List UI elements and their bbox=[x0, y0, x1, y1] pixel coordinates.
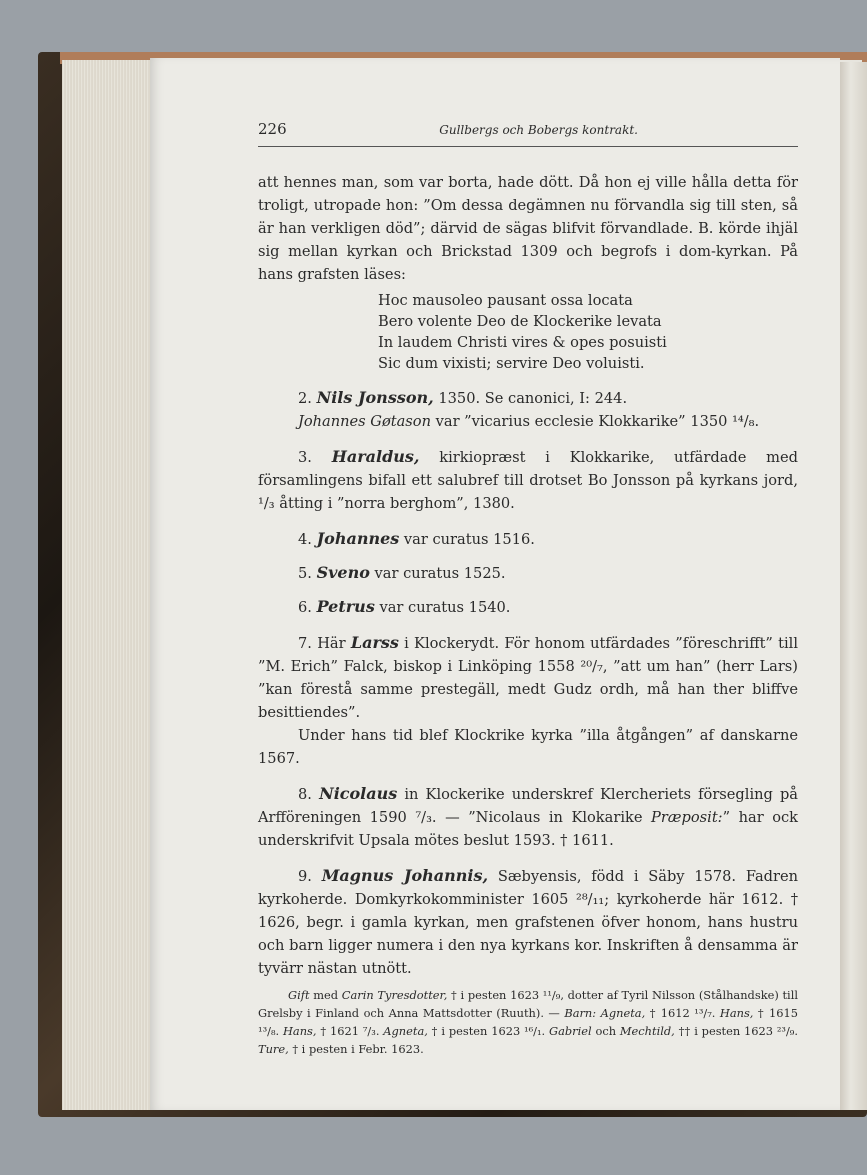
entry-7-continued: Under hans tid blef Klockrike kyrka ”illa åtgången” af danskarne 1567. bbox=[258, 727, 798, 767]
note-text: † 1615 ¹³/₈. bbox=[258, 1006, 798, 1038]
entry-2 bbox=[258, 386, 798, 410]
entry-8 bbox=[258, 782, 798, 852]
note-italic: Barn: Agneta, bbox=[564, 1006, 646, 1020]
entry-name: Larss bbox=[350, 633, 399, 652]
note-text: med bbox=[309, 988, 342, 1002]
verse-line: Hoc mausoleo pausant ossa locata bbox=[378, 292, 633, 309]
entry-prefix: Här bbox=[317, 635, 351, 652]
page-stack-edge bbox=[62, 60, 150, 1110]
entry-text: var curatus 1525. bbox=[369, 565, 506, 582]
page-number: 226 bbox=[258, 120, 287, 138]
note-text: och bbox=[591, 1024, 620, 1038]
verse-line: In laudem Christi vires & opes posuisti bbox=[378, 334, 667, 351]
entry-text: 1350. Se canonici, I: 244. bbox=[433, 390, 628, 407]
entry-9 bbox=[258, 864, 798, 980]
entry-5 bbox=[258, 561, 798, 585]
entry-number: 6. bbox=[298, 599, 312, 616]
entry-number: 2. bbox=[298, 390, 312, 407]
entry-name: Haraldus, bbox=[331, 447, 420, 466]
note-text: †† i pesten 1623 ²³/₉. bbox=[674, 1024, 798, 1038]
entry-name: Johannes bbox=[316, 529, 400, 548]
page-content bbox=[258, 118, 798, 1058]
footnote bbox=[258, 986, 798, 1058]
verse-line: Sic dum vixisti; servire Deo voluisti. bbox=[378, 355, 645, 372]
note-text: † 1612 ¹³/₇. bbox=[645, 1006, 720, 1020]
note-italic: Carin Tyresdotter, bbox=[341, 988, 448, 1002]
running-title: Gullbergs och Bobergs kontrakt. bbox=[439, 123, 638, 137]
entry-number: 8. bbox=[298, 786, 312, 803]
entry-text: in Klockerike underskref Klercheriets försegling på Arfföreningen 1590 ⁷/₃. — ”Nicolaus in Klokarike bbox=[258, 786, 798, 826]
note-italic: Gift bbox=[288, 988, 310, 1002]
entry-text-end: ” har ock underskrifvit Upsala mötes beslut 1593. † 1611. bbox=[258, 809, 799, 849]
entry-text: var curatus 1540. bbox=[374, 599, 511, 616]
entry-text: i Klockerydt. För honom utfärdades ”föreschrifft” till ”M. Erich” Falck, biskop i Linköping 1558 ²⁰/₇, ”att um han” (herr Lars) ”kan förestå samme prestegäll, medt Gudz ordh, må han ther bliffve besittiendes”. bbox=[258, 635, 799, 721]
entry-name: Sveno bbox=[316, 563, 370, 582]
note-italic: Agneta, bbox=[383, 1024, 428, 1038]
entry-number: 3. bbox=[298, 449, 312, 466]
page-header bbox=[258, 118, 798, 147]
entry-7 bbox=[258, 631, 798, 724]
entry-2-sub bbox=[258, 410, 798, 433]
entry-number: 4. bbox=[298, 531, 312, 548]
entry-name: Nicolaus bbox=[319, 784, 398, 803]
entry-text: kirkiopræst i Klokkarike, utfärdade med församlingens bifall ett salubref till drotset Bo Jonsson på kyrkans jord, ¹/₃ åtting i ”norra berghom”, 1380. bbox=[258, 449, 798, 512]
entry-4 bbox=[258, 527, 798, 551]
note-italic: Gabriel bbox=[549, 1024, 592, 1038]
note-text: † i pesten 1623 ¹¹/₉, dotter af Tyril Nilsson (Stålhandske) till Grelsby i Finland och Anna Mattsdotter (Ruuth). — bbox=[258, 988, 798, 1020]
footnote-text bbox=[258, 986, 798, 1058]
entry-name: Magnus Johannis, bbox=[321, 866, 489, 885]
epitaph-verse bbox=[378, 290, 798, 374]
note-text: † 1621 ⁷/₃. bbox=[316, 1024, 384, 1038]
entry-sub-text: var ”vicarius ecclesie Klokkarike” 1350 ¹⁴/₈. bbox=[430, 413, 760, 430]
note-italic: Ture, bbox=[258, 1042, 289, 1056]
entry-3 bbox=[258, 445, 798, 515]
note-italic: Mechtild, bbox=[619, 1024, 675, 1038]
verse-line: Bero volente Deo de Klockerike levata bbox=[378, 313, 662, 330]
entry-text: Sæbyensis, född i Säby 1578. Fadren kyrkoherde. Domkyrkokomminister 1605 ²⁸/₁₁; kyrkoherde här 1612. † 1626, begr. i gamla kyrkan, men grafstenen öfver honom, hans hustru och barn ligger numera i den nya kyrkans kor. Inskriften å densamma är tyvärr nästan utnött. bbox=[258, 868, 799, 977]
note-italic: Hans, bbox=[282, 1024, 317, 1038]
right-page-edge bbox=[840, 62, 867, 1110]
entry-italic: Præposit: bbox=[651, 809, 723, 826]
note-text: † i pesten i Febr. 1623. bbox=[288, 1042, 424, 1056]
entry-number: 9. bbox=[298, 868, 312, 885]
entry-name: Nils Jonsson, bbox=[316, 388, 434, 407]
entry-sub-name: Johannes Gøtason bbox=[298, 413, 431, 430]
entry-number: 7. bbox=[298, 635, 312, 652]
note-text: † i pesten 1623 ¹⁶/₁. bbox=[427, 1024, 549, 1038]
entry-text: var curatus 1516. bbox=[399, 531, 535, 548]
entry-number: 5. bbox=[298, 565, 312, 582]
entry-name: Petrus bbox=[316, 597, 375, 616]
entry-6 bbox=[258, 595, 798, 619]
note-italic: Hans, bbox=[719, 1006, 754, 1020]
intro-paragraph: att hennes man, som var borta, hade dött. Då hon ej ville hålla detta för troligt, utropade hon: ”Om dessa degämnen nu förvandla sig till sten, så är han verkligen död”; därvid de sägas blifvit förvandlade. B. körde ihjäl sig mellan kyrkan och Brickstad 1309 och begrofs i dom-kyrkan. På hans grafsten läses: bbox=[258, 174, 798, 283]
